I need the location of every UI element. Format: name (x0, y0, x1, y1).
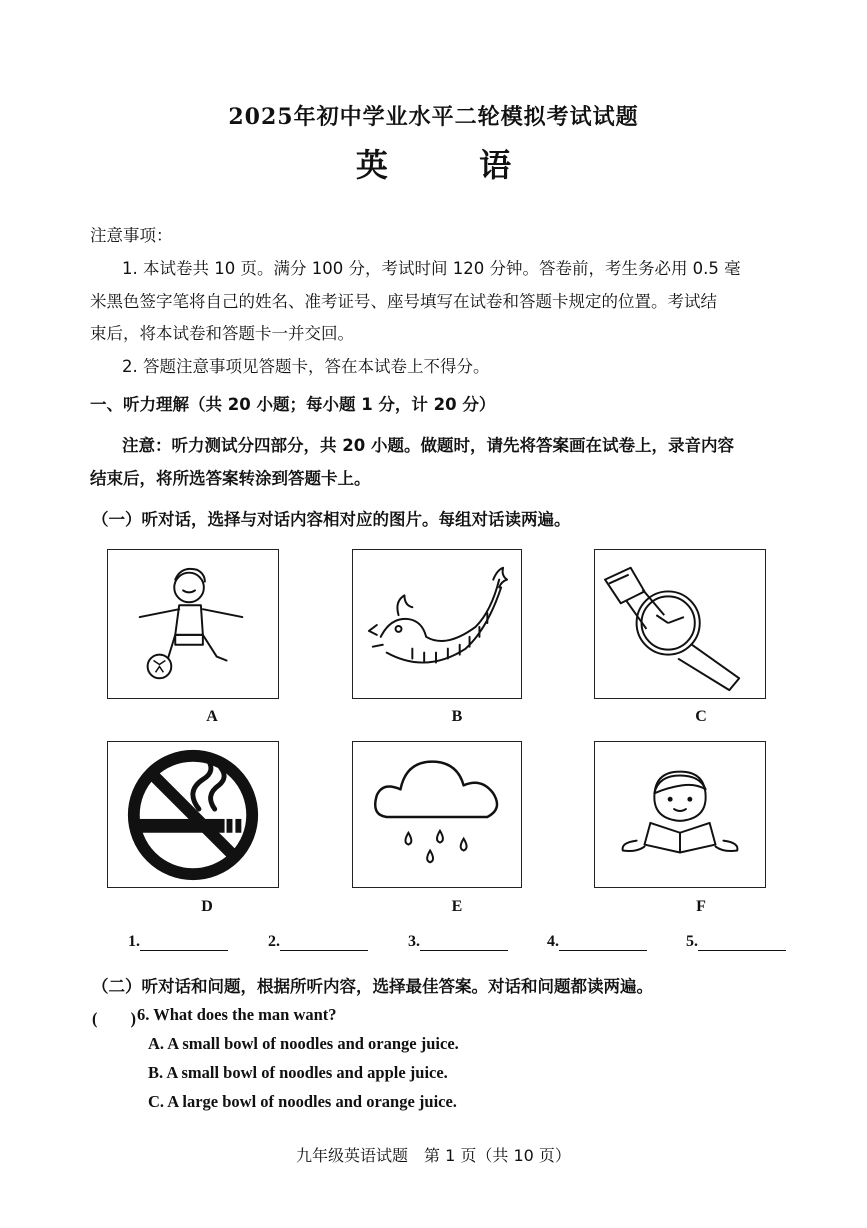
picture-c (594, 549, 766, 699)
answer-blank-2[interactable]: 2. (268, 933, 368, 951)
notice-item1-line1: 1. 本试卷共 10 页。满分 100 分，考试时间 120 分钟。答卷前，考生务必用 0.5 毫 (122, 259, 741, 278)
picture-a-letter: A (206, 708, 218, 725)
part1-heading: （一）听对话，选择与对话内容相对应的图片。每组对话读两遍。 (92, 510, 571, 529)
boy-reading-icon (595, 742, 765, 887)
section1-note-line2: 结束后，将所选答案转涂到答题卡上。 (90, 469, 371, 488)
subject-title: 英 语 (355, 146, 552, 184)
picture-e-letter: E (451, 898, 463, 915)
no-smoking-icon (108, 742, 278, 887)
picture-d (107, 741, 279, 888)
picture-e (352, 741, 522, 888)
picture-b-letter: B (451, 708, 463, 725)
page-footer: 九年级英语试题 第 1 页（共 10 页） (296, 1146, 571, 1165)
picture-f (594, 741, 766, 888)
soccer-player-icon (108, 550, 278, 698)
question-6-bracket[interactable]: ( ) (92, 1009, 136, 1028)
section1-heading: 一、听力理解（共 20 小题；每小题 1 分，计 20 分） (90, 395, 496, 414)
picture-c-letter: C (695, 708, 707, 725)
rain-cloud-icon (353, 742, 521, 887)
picture-a (107, 549, 279, 699)
answer-blank-1[interactable]: 1. (128, 933, 228, 951)
picture-b (352, 549, 522, 699)
exam-title: 2025年初中学业水平二轮模拟考试试题 (228, 104, 639, 130)
question-6-stem: 6. What does the man want? (137, 1005, 337, 1024)
watch-icon (595, 550, 765, 698)
picture-f-letter: F (696, 898, 706, 915)
notice-heading: 注意事项： (90, 226, 173, 245)
picture-d-letter: D (201, 898, 213, 915)
answer-blank-5[interactable]: 5. (686, 933, 786, 951)
question-6-option-c[interactable]: C. A large bowl of noodles and orange juice. (148, 1092, 457, 1111)
notice-item2: 2. 答题注意事项见答题卡，答在本试卷上不得分。 (122, 357, 490, 376)
answer-blank-3[interactable]: 3. (408, 933, 508, 951)
notice-item1-line3: 束后，将本试卷和答题卡一并交回。 (90, 324, 354, 343)
question-6-option-a[interactable]: A. A small bowl of noodles and orange juice. (148, 1034, 459, 1053)
notice-item1-line2: 米黑色签字笔将自己的姓名、准考证号、座号填写在试卷和答题卡规定的位置。考试结 (90, 292, 717, 311)
part2-heading: （二）听对话和问题，根据所听内容，选择最佳答案。对话和问题都读两遍。 (92, 977, 653, 996)
dragon-boat-icon (353, 550, 521, 698)
question-6-option-b[interactable]: B. A small bowl of noodles and apple juice. (148, 1063, 448, 1082)
answer-blank-4[interactable]: 4. (547, 933, 647, 951)
section1-note-line1: 注意：听力测试分四部分，共 20 小题。做题时，请先将答案画在试卷上，录音内容 (122, 436, 734, 455)
